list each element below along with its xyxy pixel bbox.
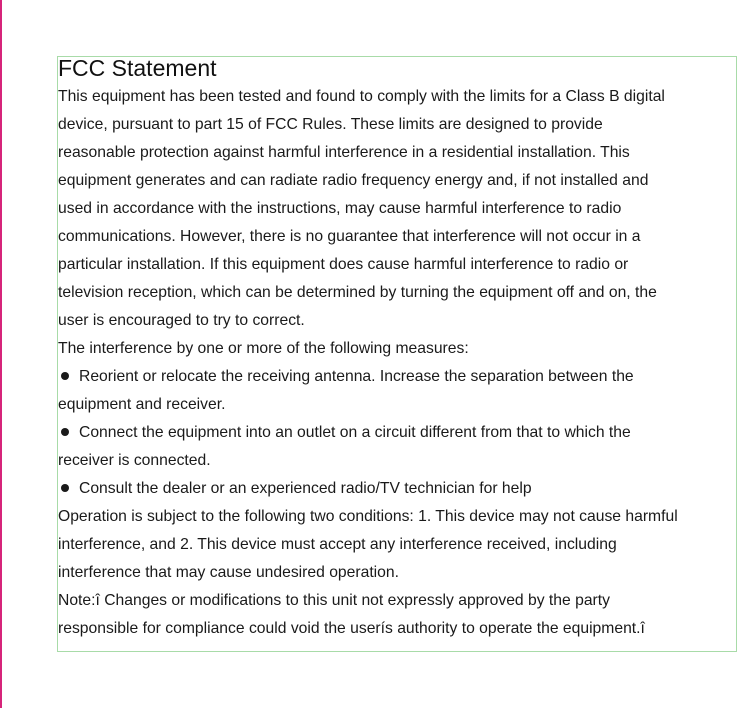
paragraph-line: user is encouraged to try to correct. xyxy=(58,312,305,329)
bullet-text: Reorient or relocate the receiving antenna. Increase the separation between the xyxy=(79,368,634,385)
paragraph-line: used in accordance with the instructions, may cause harmful interference to radio xyxy=(58,200,622,217)
bullet-icon xyxy=(61,428,69,436)
bullet-line xyxy=(58,419,736,447)
bullet-continuation: equipment and receiver. xyxy=(58,396,226,413)
paragraph-line: communications. However, there is no guarantee that interference will not occur in a xyxy=(58,228,641,245)
left-margin-rule xyxy=(0,0,2,708)
bullet-text: Consult the dealer or an experienced radio/TV technician for help xyxy=(79,480,532,497)
paragraph-line: equipment generates and can radiate radio frequency energy and, if not installed and xyxy=(58,172,649,189)
bullet-line xyxy=(58,475,736,503)
bullet-item-consult xyxy=(58,475,736,503)
paragraph-line: particular installation. If this equipment does cause harmful interference to radio or xyxy=(58,256,629,273)
bullet-text: Connect the equipment into an outlet on a circuit different from that to which the xyxy=(79,424,631,441)
bullet-item-outlet xyxy=(58,419,736,475)
bullet-item-reorient xyxy=(58,363,736,419)
paragraph-line: television reception, which can be determined by turning the equipment off and on, the xyxy=(58,284,657,301)
page-title: FCC Statement xyxy=(58,55,217,81)
bullet-line xyxy=(58,363,736,391)
bullet-icon xyxy=(61,484,69,492)
paragraph-line: This equipment has been tested and found to comply with the limits for a Class B digital xyxy=(58,88,665,105)
paragraph-line: interference that may cause undesired operation. xyxy=(58,564,399,581)
paragraph-line: device, pursuant to part 15 of FCC Rules. These limits are designed to provide xyxy=(58,116,603,133)
bullet-icon xyxy=(61,372,69,380)
paragraph-line: responsible for compliance could void the userís authority to operate the equipment.î xyxy=(58,620,645,637)
compliance-paragraph xyxy=(58,83,736,335)
paragraph-line: Operation is subject to the following two conditions: 1. This device may not cause harmful xyxy=(58,508,678,525)
paragraph-line: interference, and 2. This device must accept any interference received, including xyxy=(58,536,617,553)
conditions-paragraph xyxy=(58,503,736,587)
paragraph-line: Note:î Changes or modifications to this unit not expressly approved by the party xyxy=(58,592,610,609)
bullet-continuation: receiver is connected. xyxy=(58,452,211,469)
note-paragraph xyxy=(58,587,736,643)
paragraph-line: reasonable protection against harmful interference in a residential installation. This xyxy=(58,144,630,161)
measures-intro: The interference by one or more of the following measures: xyxy=(58,340,469,357)
fcc-statement xyxy=(58,53,736,643)
